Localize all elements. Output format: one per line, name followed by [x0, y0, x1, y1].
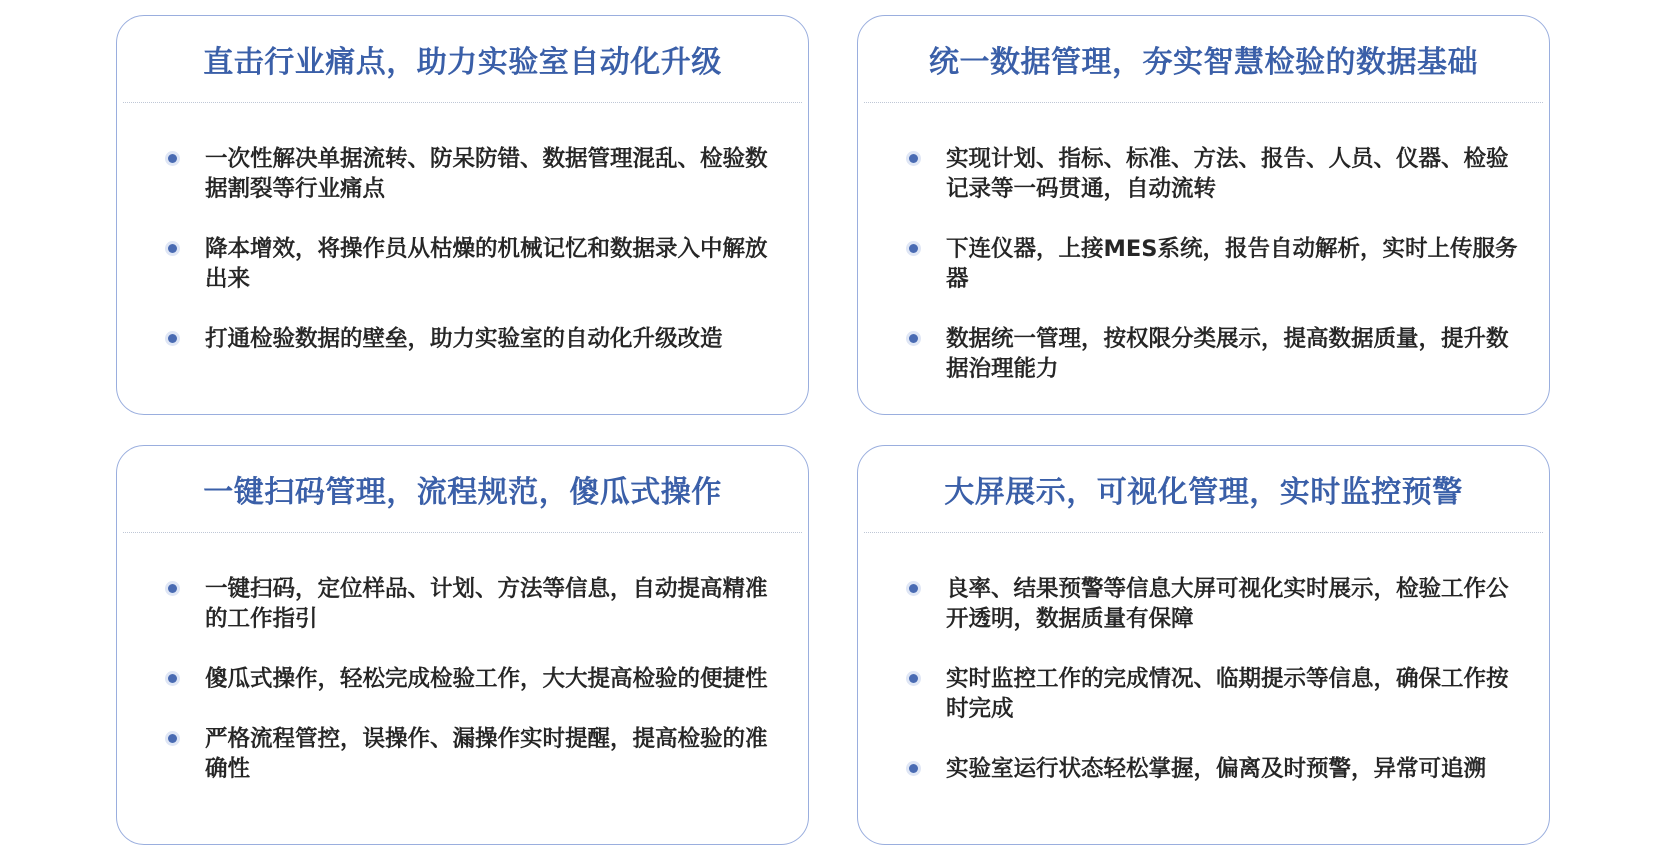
- feature-card-data-management: [857, 15, 1550, 415]
- card-item-list: [909, 574, 1519, 814]
- bullet-dot-icon: [909, 154, 918, 163]
- list-item-text: 打通检验数据的壁垒，助力实验室的自动化升级改造: [205, 326, 723, 352]
- list-item: [909, 324, 1519, 384]
- list-item: [168, 144, 778, 204]
- bullet-dot-icon: [909, 334, 918, 343]
- bullet-dot-icon: [909, 674, 918, 683]
- list-item: [168, 234, 778, 294]
- bullet-dot-icon: [909, 584, 918, 593]
- card-divider: [123, 102, 802, 103]
- bullet-dot-icon: [168, 154, 177, 163]
- bullet-dot-icon: [909, 244, 918, 253]
- list-item-text: 实验室运行状态轻松掌握，偏离及时预警，异常可追溯: [946, 756, 1487, 782]
- feature-card-scan-management: [116, 445, 809, 845]
- card-title: 大屏展示，可视化管理，实时监控预警: [944, 475, 1463, 510]
- list-item-text: 数据统一管理，按权限分类展示，提高数据质量，提升数据治理能力: [946, 326, 1509, 382]
- card-item-list: [168, 144, 778, 384]
- bullet-dot-icon: [168, 734, 177, 743]
- bullet-dot-icon: [909, 764, 918, 773]
- list-item-text: 一键扫码，定位样品、计划、方法等信息，自动提高精准的工作指引: [205, 576, 768, 632]
- list-item-text: 实时监控工作的完成情况、临期提示等信息，确保工作按时完成: [946, 666, 1509, 722]
- list-item-text: 傻瓜式操作，轻松完成检验工作，大大提高检验的便捷性: [205, 666, 768, 692]
- bullet-dot-icon: [168, 584, 177, 593]
- bullet-dot-icon: [168, 334, 177, 343]
- card-item-list: [909, 144, 1519, 414]
- bullet-dot-icon: [168, 674, 177, 683]
- list-item-text: 良率、结果预警等信息大屏可视化实时展示，检验工作公开透明，数据质量有保障: [946, 576, 1509, 632]
- list-item-text: 一次性解决单据流转、防呆防错、数据管理混乱、检验数据割裂等行业痛点: [205, 146, 768, 202]
- list-item: [909, 664, 1519, 724]
- list-item: [168, 324, 778, 354]
- list-item: [168, 574, 778, 634]
- feature-card-pain-points: [116, 15, 809, 415]
- list-item-text: 下连仪器，上接MES系统，报告自动解析，实时上传服务器: [946, 236, 1518, 292]
- card-title: 统一数据管理，夯实智慧检验的数据基础: [929, 45, 1478, 80]
- card-item-list: [168, 574, 778, 814]
- list-item: [909, 754, 1519, 784]
- list-item-text: 实现计划、指标、标准、方法、报告、人员、仪器、检验记录等一码贯通，自动流转: [946, 146, 1509, 202]
- card-divider: [864, 532, 1543, 533]
- list-item: [909, 144, 1519, 204]
- bullet-dot-icon: [168, 244, 177, 253]
- feature-card-dashboard: [857, 445, 1550, 845]
- card-divider: [123, 532, 802, 533]
- card-title: 直击行业痛点，助力实验室自动化升级: [203, 45, 722, 80]
- list-item: [909, 574, 1519, 634]
- list-item: [168, 664, 778, 694]
- card-divider: [864, 102, 1543, 103]
- list-item: [168, 724, 778, 784]
- list-item-text: 降本增效，将操作员从枯燥的机械记忆和数据录入中解放出来: [205, 236, 768, 292]
- list-item-text: 严格流程管控，误操作、漏操作实时提醒，提高检验的准确性: [205, 726, 768, 782]
- list-item: [909, 234, 1519, 294]
- card-title: 一键扫码管理，流程规范，傻瓜式操作: [203, 475, 722, 510]
